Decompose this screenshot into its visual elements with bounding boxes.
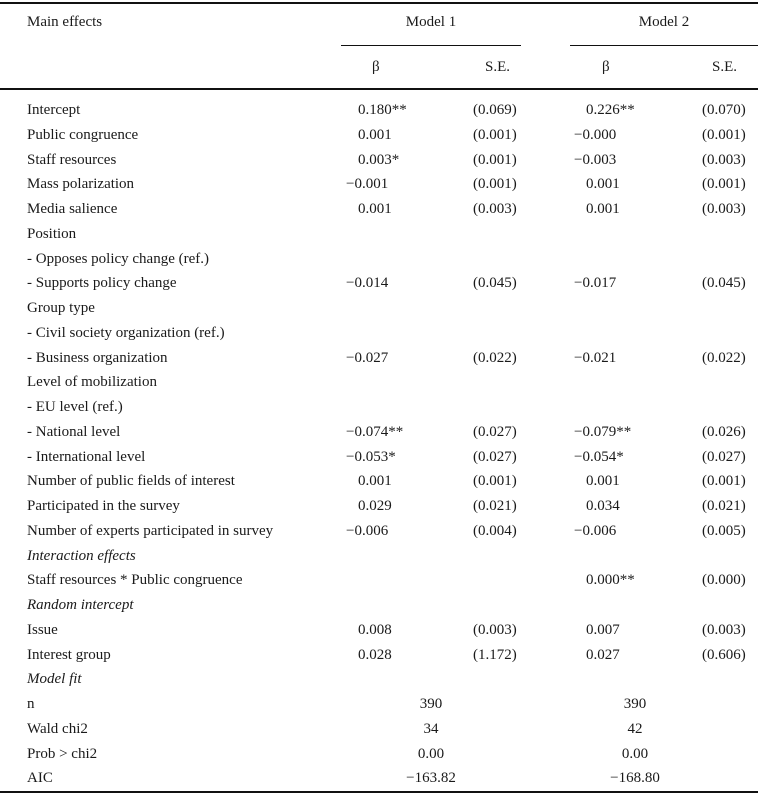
row-label: - International level xyxy=(27,448,146,465)
model-2-beta-value: −0.017 xyxy=(574,275,617,292)
model-1-beta-value: −0.006 xyxy=(346,522,389,539)
row-label: - Opposes policy change (ref.) xyxy=(27,250,210,267)
model-1-cmidrule xyxy=(341,45,521,46)
model-2-beta-value: −0.021 xyxy=(574,349,617,366)
model-1-se-value: (0.003) xyxy=(473,201,517,217)
model-1-se-value: (1.172) xyxy=(473,646,517,663)
fit-label: n xyxy=(27,696,35,712)
model-2-cmidrule xyxy=(570,45,758,46)
row-label: - Supports policy change xyxy=(27,275,177,292)
model-2-beta-value: 0.000** xyxy=(586,572,635,589)
model-2-se-value: (0.003) xyxy=(702,201,746,217)
row-label: Participated in the survey xyxy=(27,498,180,514)
section-heading: Random intercept xyxy=(27,597,134,613)
model-2-se-value: (0.606) xyxy=(702,646,746,663)
model-2-beta-value: 0.001 xyxy=(586,176,620,193)
row-label: - National level xyxy=(27,423,121,440)
fit-label: AIC xyxy=(27,770,53,787)
model-1-se-value: (0.027) xyxy=(473,423,517,440)
model-1-fit-value: 390 xyxy=(419,696,443,712)
row-label: Intercept xyxy=(27,102,81,118)
model-1-beta-value: −0.027 xyxy=(346,349,389,366)
model-1-beta-value: −0.001 xyxy=(346,176,389,193)
model-2-se-value: (0.021) xyxy=(702,498,746,514)
model-1-beta-header: β xyxy=(372,59,380,75)
top-rule xyxy=(0,2,758,4)
section-heading: Model fit xyxy=(27,671,82,688)
model-2-beta-value: 0.001 xyxy=(586,201,620,217)
model-1-beta-value: 0.001 xyxy=(358,126,392,143)
row-label: - Civil society organization (ref.) xyxy=(27,324,225,341)
model-1-beta-value: 0.003* xyxy=(358,151,400,168)
model-1-beta-value: 0.008 xyxy=(358,621,392,638)
model-2-se-value: (0.005) xyxy=(702,522,746,539)
row-label: - Business organization xyxy=(27,349,168,366)
model-1-se-header: S.E. xyxy=(485,59,511,75)
row-label: Number of public fields of interest xyxy=(27,473,235,490)
header-rule xyxy=(0,88,758,90)
model-2-se-value: (0.001) xyxy=(702,126,746,143)
model-1-se-value: (0.069) xyxy=(473,102,517,118)
model-2-se-value: (0.000) xyxy=(702,572,746,589)
fit-label: Prob > chi2 xyxy=(27,745,98,762)
model-1-beta-value: 0.028 xyxy=(358,646,392,663)
model-2-se-value: (0.022) xyxy=(702,349,746,366)
model-2-beta-value: 0.226** xyxy=(586,102,635,118)
model-1-se-value: (0.001) xyxy=(473,151,517,168)
bottom-rule xyxy=(0,791,758,793)
model-1-fit-value: 34 xyxy=(423,720,439,737)
model-2-se-value: (0.003) xyxy=(702,151,746,168)
row-label: Group type xyxy=(27,300,95,316)
model-1-se-value: (0.027) xyxy=(473,448,517,465)
model-2-se-value: (0.070) xyxy=(702,102,746,118)
model-1-beta-value: −0.074** xyxy=(346,423,404,440)
model-1-se-value: (0.045) xyxy=(473,275,517,292)
model-1-se-value: (0.001) xyxy=(473,176,517,193)
row-label: Interest group xyxy=(27,646,111,663)
model-2-beta-value: 0.027 xyxy=(586,646,620,663)
row-label: Mass polarization xyxy=(27,176,135,193)
row-label: Level of mobilization xyxy=(27,374,157,391)
row-label: Media salience xyxy=(27,201,118,217)
model-2-beta-value: −0.079** xyxy=(574,423,632,440)
model-1-se-value: (0.021) xyxy=(473,498,517,514)
model-2-beta-value: 0.034 xyxy=(586,498,620,514)
model-2-se-header: S.E. xyxy=(712,59,738,75)
stub-header: Main effects xyxy=(27,14,103,30)
model-2-se-value: (0.045) xyxy=(702,275,746,292)
model-2-fit-value: 42 xyxy=(627,720,643,737)
model-2-beta-value: −0.006 xyxy=(574,522,617,539)
model-2-beta-value: 0.001 xyxy=(586,473,620,490)
model-1-beta-value: 0.001 xyxy=(358,473,392,490)
model-1-se-value: (0.003) xyxy=(473,621,517,638)
model-2-fit-value: −168.80 xyxy=(610,770,660,787)
model-2-se-value: (0.026) xyxy=(702,423,746,440)
row-label: Position xyxy=(27,225,77,242)
model-2-header: Model 2 xyxy=(638,14,690,30)
model-2-se-value: (0.027) xyxy=(702,448,746,465)
model-2-beta-value: −0.000 xyxy=(574,126,617,143)
model-2-se-value: (0.001) xyxy=(702,473,746,490)
model-1-header: Model 1 xyxy=(405,14,457,30)
row-label: Issue xyxy=(27,621,58,638)
model-1-beta-value: −0.053* xyxy=(346,448,396,465)
row-label: - EU level (ref.) xyxy=(27,399,123,415)
model-1-fit-value: 0.00 xyxy=(417,745,445,762)
model-1-beta-value: 0.180** xyxy=(358,102,407,118)
fit-label: Wald chi2 xyxy=(27,720,88,737)
model-2-beta-value: −0.054* xyxy=(574,448,624,465)
model-2-beta-value: −0.003 xyxy=(574,151,617,168)
model-1-beta-value: 0.029 xyxy=(358,498,392,514)
model-2-fit-value: 0.00 xyxy=(621,745,649,762)
row-label: Staff resources * Public congruence xyxy=(27,572,243,589)
model-2-se-value: (0.001) xyxy=(702,176,746,193)
model-2-beta-header: β xyxy=(602,59,610,75)
model-1-se-value: (0.001) xyxy=(473,126,517,143)
model-1-beta-value: −0.014 xyxy=(346,275,389,292)
model-2-fit-value: 390 xyxy=(623,696,647,712)
row-label: Staff resources xyxy=(27,151,117,168)
model-2-se-value: (0.003) xyxy=(702,621,746,638)
model-1-se-value: (0.001) xyxy=(473,473,517,490)
section-heading: Interaction effects xyxy=(27,547,136,564)
row-label: Number of experts participated in survey xyxy=(27,522,274,539)
model-1-se-value: (0.004) xyxy=(473,522,517,539)
model-1-fit-value: −163.82 xyxy=(406,770,456,787)
row-label: Public congruence xyxy=(27,126,139,143)
model-1-se-value: (0.022) xyxy=(473,349,517,366)
model-1-beta-value: 0.001 xyxy=(358,201,392,217)
model-2-beta-value: 0.007 xyxy=(586,621,620,638)
